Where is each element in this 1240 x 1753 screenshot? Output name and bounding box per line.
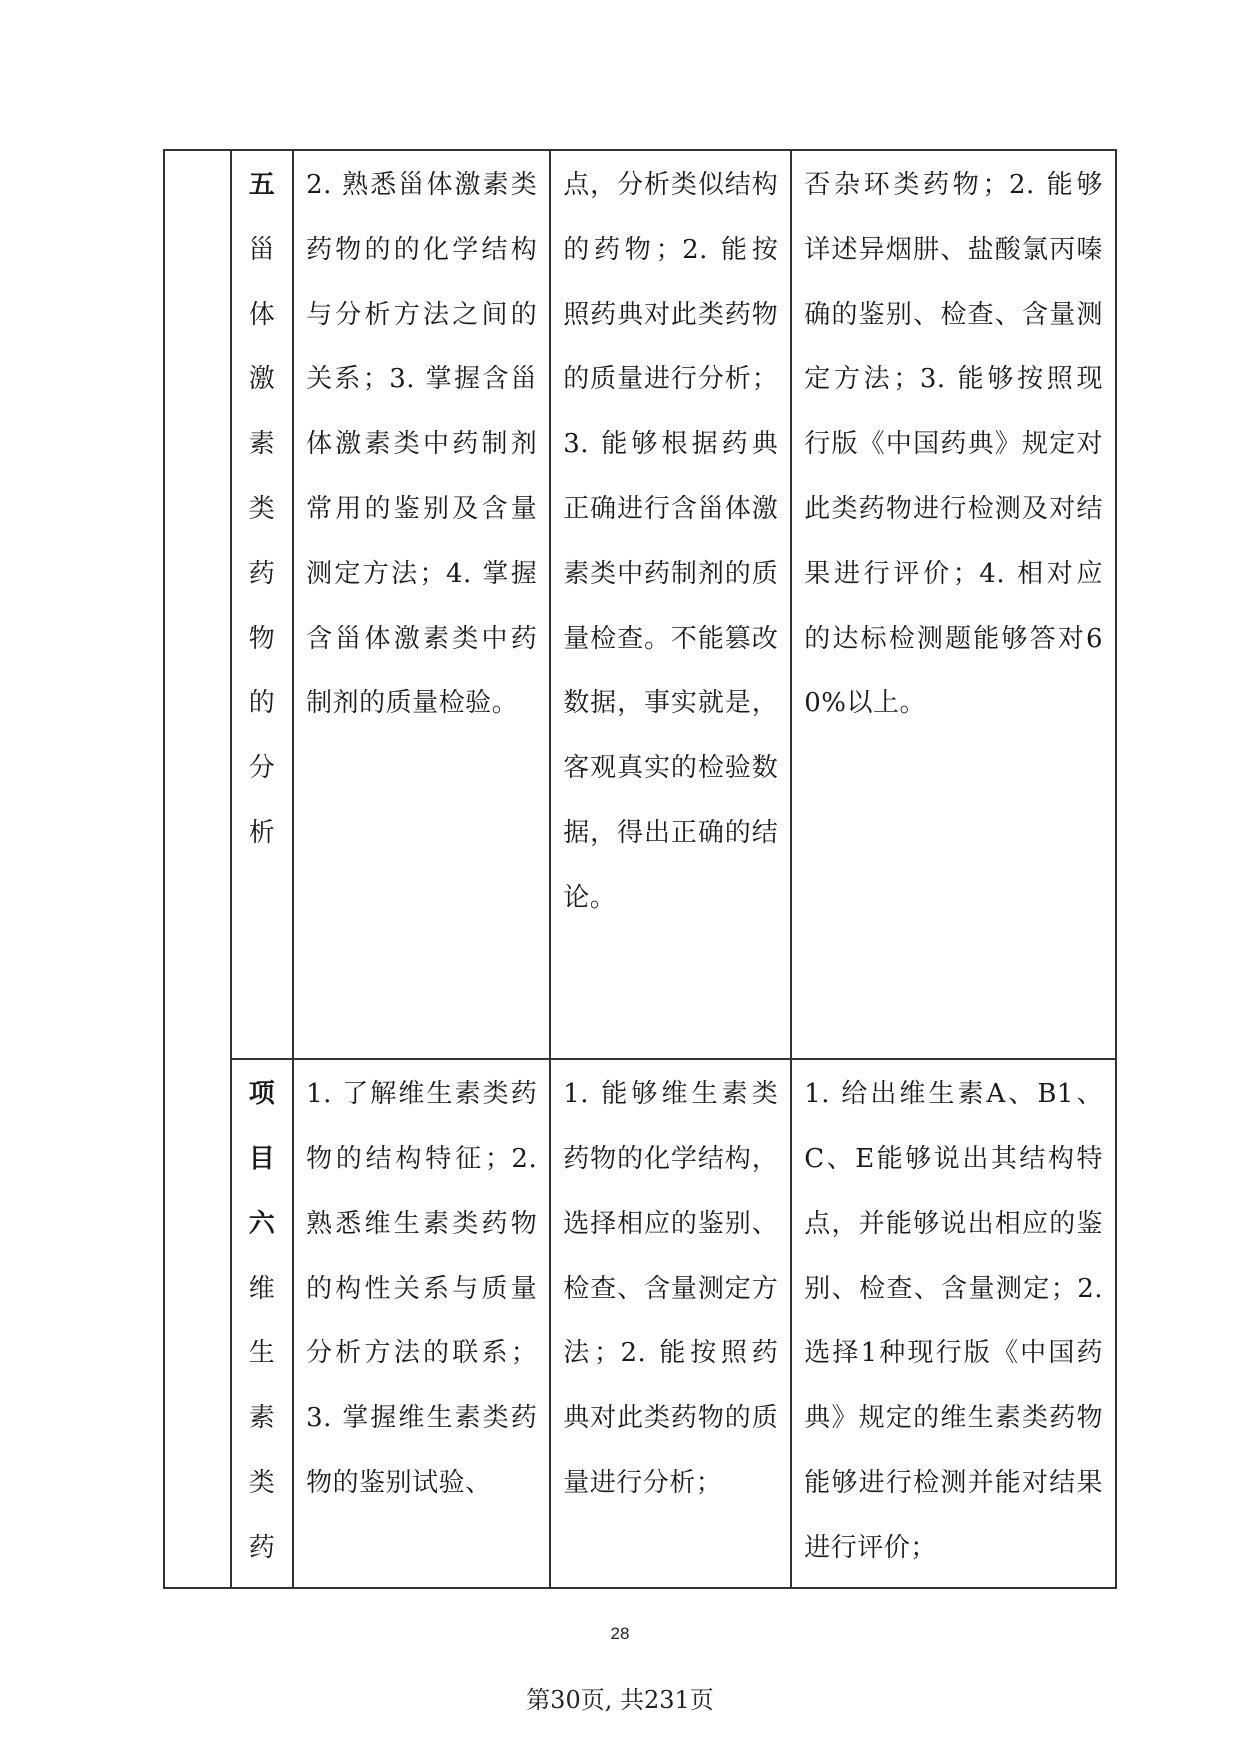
table-row — [164, 150, 1116, 1059]
blank-column-cell — [164, 150, 231, 1588]
project-title-cell — [231, 1059, 294, 1588]
skill-text: 1. 能够维生素类药物的化学结构，选择相应的鉴别、检查、含量测定方法；2. 能按照药典对此类药物的质量进行分析； — [563, 1079, 779, 1499]
project-name: 维生素类药 — [248, 1273, 275, 1563]
knowledge-cell — [293, 150, 550, 1059]
project-number: 项目六 — [248, 1079, 275, 1239]
project-title-cell — [231, 150, 294, 1059]
skill-cell — [550, 1059, 791, 1588]
skill-text: 点，分析类似结构的药物；2. 能按照药典对此类药物的质量进行分析；3. 能够根据药典正确进行含甾体激素类中药制剂的质量检查。不能篡改数据，事实就是，客观真实的检验数据，得出正确的结论。 — [563, 170, 779, 913]
table-row — [164, 1059, 1116, 1588]
project-number: 五 — [248, 170, 275, 200]
knowledge-text: 2. 熟悉甾体激素类药物的的化学结构与分析方法之间的关系；3. 掌握含甾体激素类中药制剂常用的鉴别及含量测定方法；4. 掌握含甾体激素类中药制剂的质量检验。 — [306, 170, 538, 719]
project-name: 甾体激素类药物的分析 — [248, 234, 275, 848]
skill-cell — [550, 150, 791, 1059]
page-count: 第30页, 共231页 — [526, 1686, 714, 1714]
curriculum-table — [163, 149, 1117, 1589]
knowledge-cell — [293, 1059, 550, 1588]
knowledge-text: 1. 了解维生素类药物的结构特征；2. 熟悉维生素类药物的构性关系与质量分析方法的联系；3. 掌握维生素类药物的鉴别试验、 — [306, 1079, 538, 1499]
goal-cell — [791, 150, 1116, 1059]
goal-text: 否杂环类药物；2. 能够详述异烟肼、盐酸氯丙嗪确的鉴别、检查、含量测定方法；3. 能够按照现行版《中国药典》规定对此类药物进行检测及对结果进行评价；4. 相对应的达标检测题能够答对60%以上。 — [804, 170, 1103, 719]
goal-cell — [791, 1059, 1116, 1588]
goal-text: 1. 给出维生素A、B1、C、E能够说出其结构特点，并能够说出相应的鉴别、检查、含量测定；2. 选择1种现行版《中国药典》规定的维生素类药物能够进行检测并能对结果进行评价； — [804, 1079, 1103, 1563]
page-number: 28 — [610, 1624, 630, 1643]
